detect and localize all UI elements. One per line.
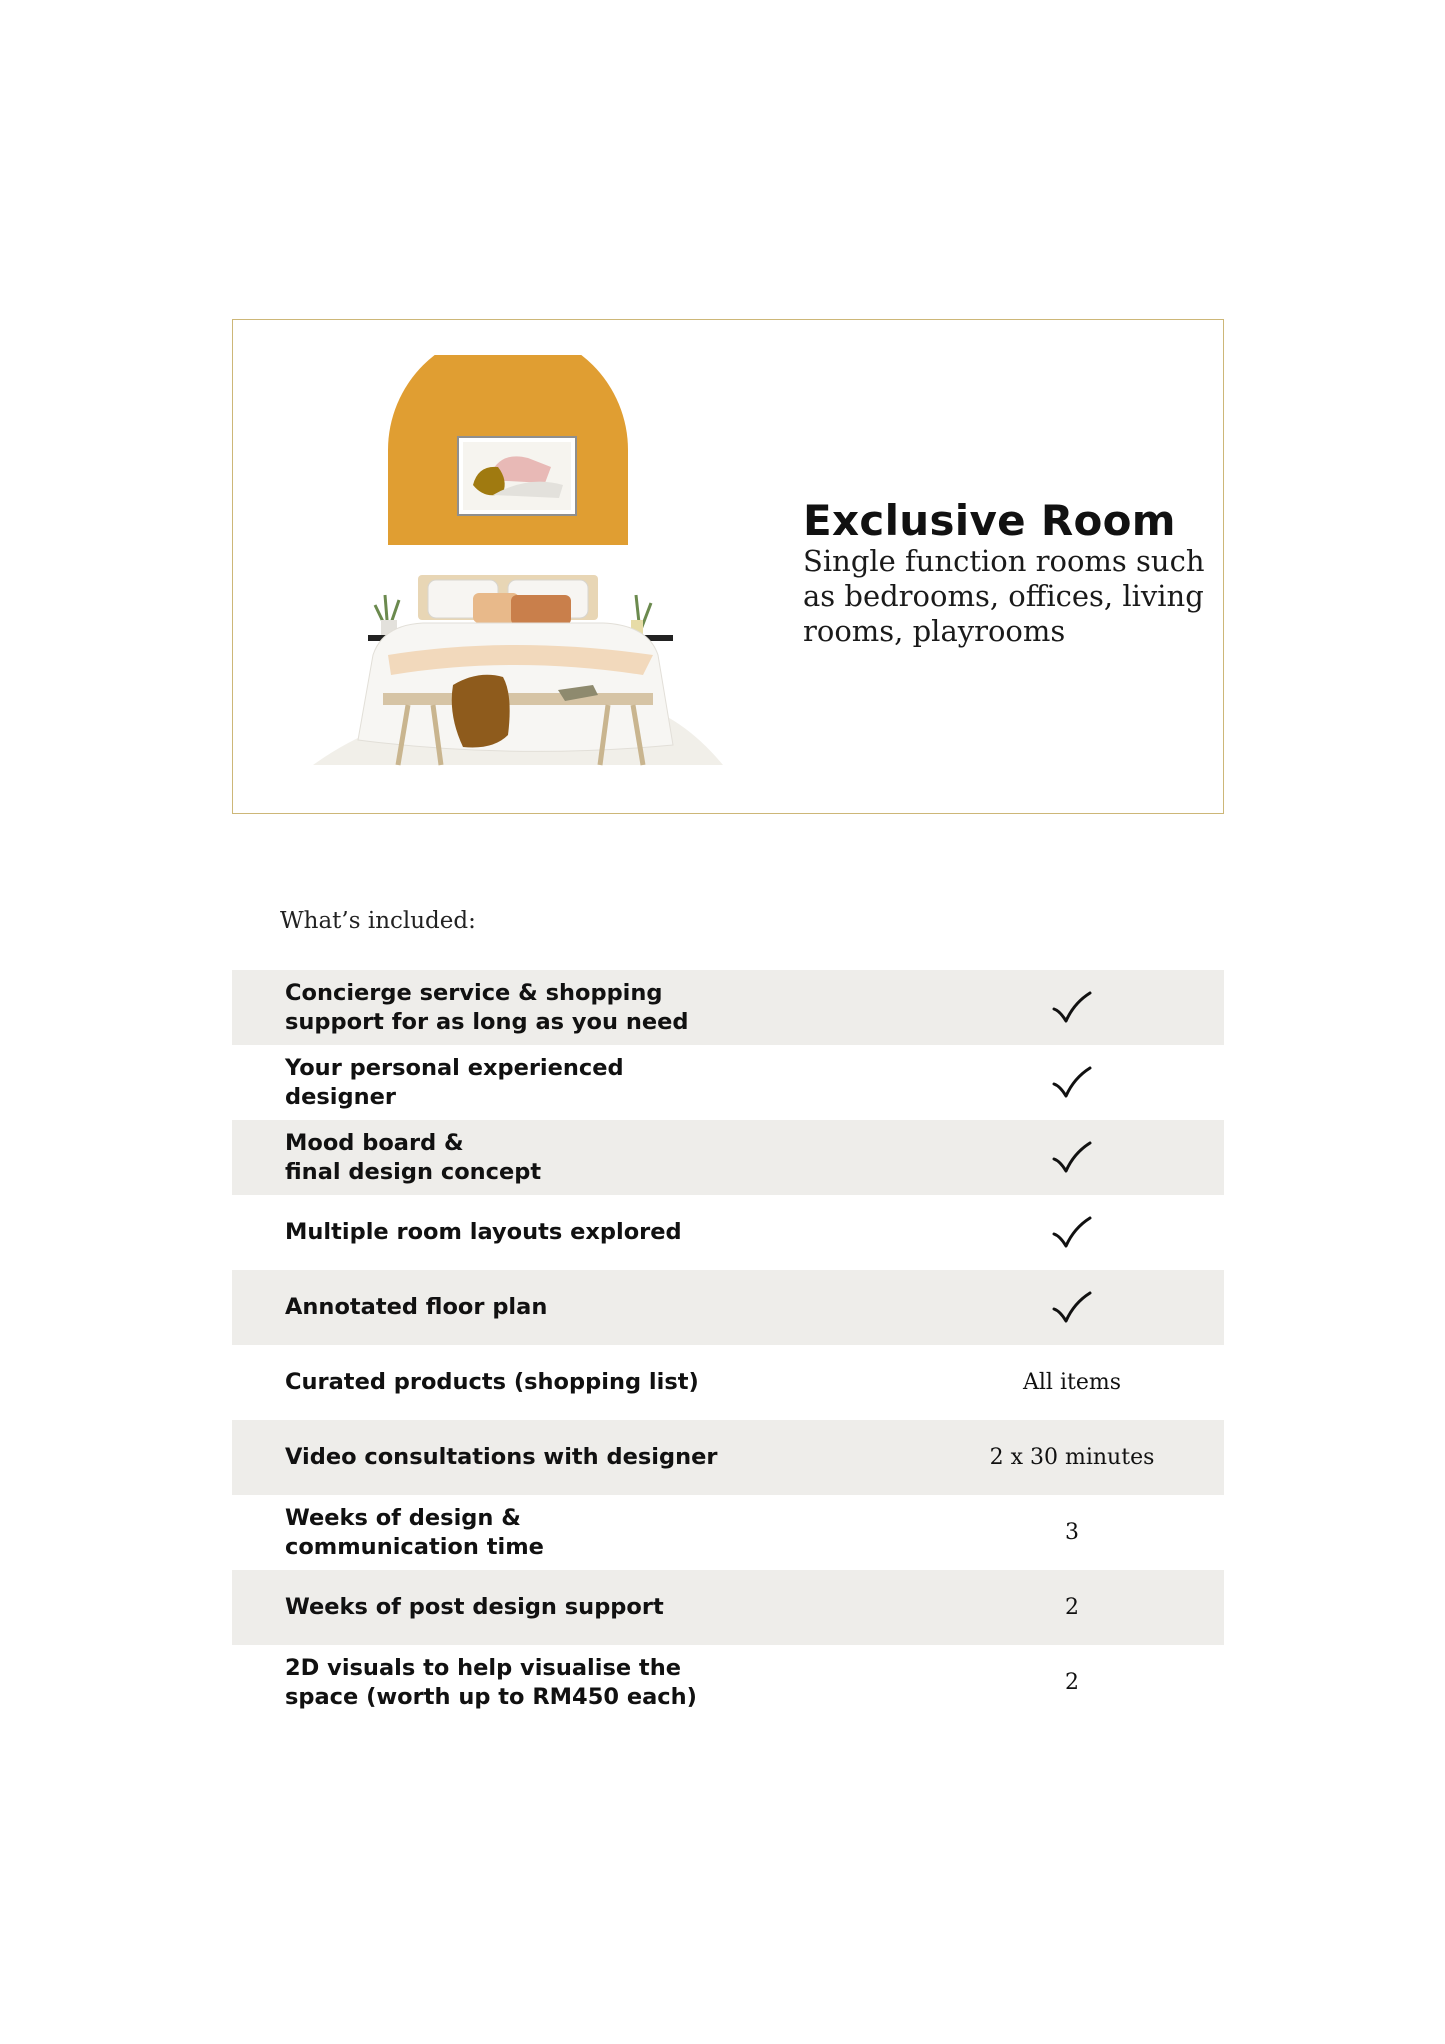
table-row [232,1345,1224,1420]
package-card [232,319,1224,814]
table-row [232,1195,1224,1270]
bedroom-illustration [313,355,743,785]
feature-value: All items [1022,1370,1121,1395]
checkmark-icon [972,1270,1172,1345]
checkmark-icon [972,1195,1172,1270]
checkmark-icon [972,1045,1172,1120]
table-row [232,1495,1224,1570]
package-description: Single function rooms such as bedrooms, offices, living rooms, playrooms [803,544,1205,648]
table-row [232,1645,1224,1720]
feature-value: 2 [1065,1595,1079,1620]
feature-label: Weeks of design & communication time [285,1504,544,1560]
feature-label: Curated products (shopping list) [285,1369,699,1395]
checkmark-icon [972,970,1172,1045]
feature-label: Weeks of post design support [285,1594,664,1620]
table-row [232,1420,1224,1495]
whats-included-heading: What’s included: [280,908,476,934]
table-row [232,1045,1224,1120]
feature-value: 3 [1065,1520,1079,1545]
checkmark-icon [972,1120,1172,1195]
feature-label: Annotated floor plan [285,1294,548,1320]
feature-value: 2 [1065,1670,1079,1695]
feature-label: Your personal experienced designer [285,1054,624,1110]
package-title: Exclusive Room [803,496,1176,545]
table-row [232,1120,1224,1195]
features-table [232,970,1224,1720]
feature-value: 2 x 30 minutes [989,1445,1155,1470]
table-row [232,970,1224,1045]
feature-label: Mood board & final design concept [285,1129,542,1185]
feature-label: Video consultations with designer [285,1444,718,1470]
table-row [232,1270,1224,1345]
table-row [232,1570,1224,1645]
feature-label: Concierge service & shopping support for as long as you need [285,979,689,1035]
feature-label: 2D visuals to help visualise the space (worth up to RM450 each) [285,1654,697,1710]
feature-label: Multiple room layouts explored [285,1219,682,1245]
